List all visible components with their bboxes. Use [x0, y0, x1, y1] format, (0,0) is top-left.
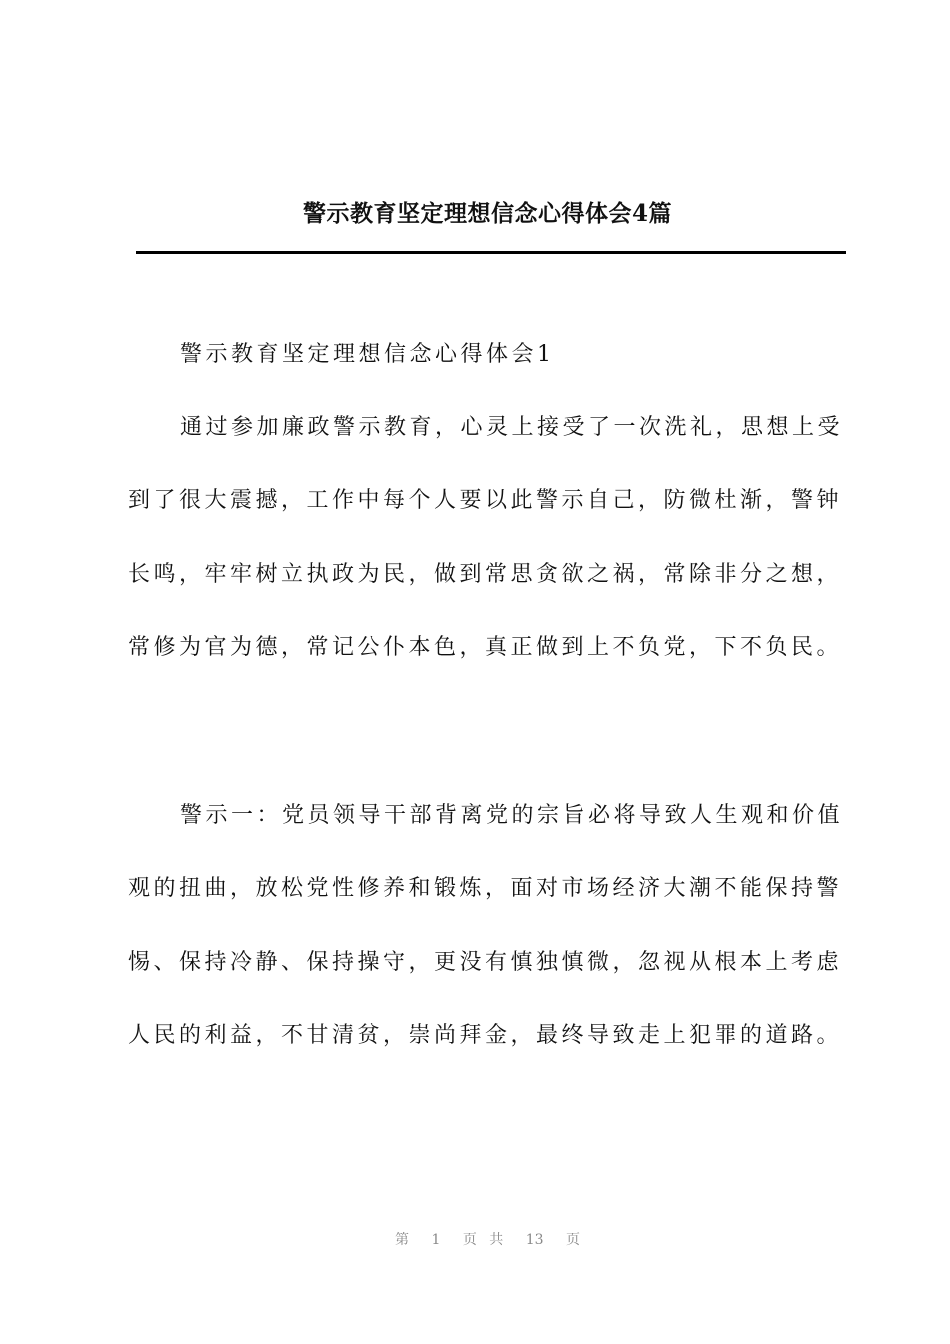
paragraph-line: 惕、保持冷静、保持操守，更没有慎独慎微，忽视从根本上考虑: [128, 949, 843, 975]
title-underline: [136, 251, 846, 254]
footer-prefix: 第: [394, 1232, 409, 1248]
paragraph-line: 到了很大震撼，工作中每个人要以此警示自己，防微杜渐，警钟: [128, 488, 843, 514]
paragraph-line: 观的扭曲，放松党性修养和锻炼，面对市场经济大潮不能保持警: [128, 876, 843, 902]
footer-suffix: 页: [566, 1232, 580, 1248]
document-title: 警示教育坚定理想信念心得体会4篇: [302, 200, 672, 227]
paragraph-line: 警示一：党员领导干部背离党的宗旨必将导致人生观和价值: [180, 803, 844, 828]
footer-total-pages: 13: [525, 1232, 544, 1248]
paragraph-1: [128, 391, 844, 684]
paragraph-line: 通过参加廉政警示教育，心灵上接受了一次洗礼，思想上受: [180, 415, 844, 440]
paragraph-line: 长鸣，牢牢树立执政为民，做到常思贪欲之祸，常除非分之想，: [128, 561, 843, 587]
paragraph-line: 人民的利益，不甘清贫，崇尚拜金，最终导致走上犯罪的道路。: [128, 1022, 843, 1048]
footer-page-number: 1: [431, 1232, 441, 1248]
paragraph-line: 常修为官为德，常记公仆本色，真正做到上不负党，下不负民。: [128, 634, 843, 660]
page-footer: [0, 1228, 950, 1252]
section-heading-block: [128, 318, 844, 391]
section-heading: 警示教育坚定理想信念心得体会1: [180, 342, 555, 367]
paragraph-2: [128, 779, 844, 1072]
footer-middle: 页 共: [462, 1232, 504, 1248]
